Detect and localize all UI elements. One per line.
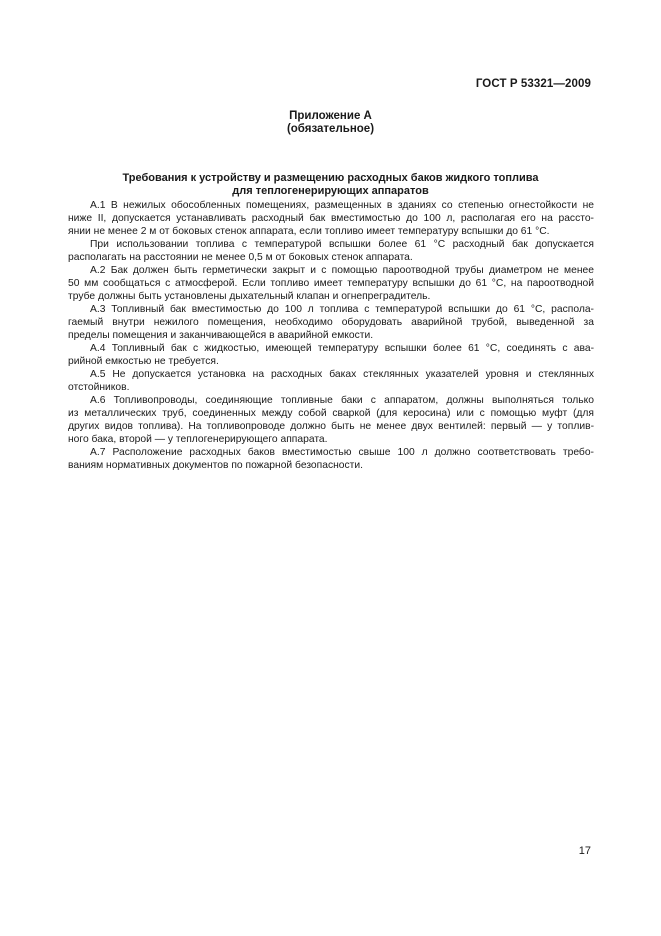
page-number: 17 [578, 845, 591, 857]
appendix-status: (обязательное) [286, 123, 375, 135]
paragraph-line: А.5 Не допускается установка на расходных баках стеклянных указателей уровня и стеклянных [90, 369, 594, 380]
paragraph-line: других видов топлива). На топливопроводе должно быть не менее двух вентилей: первый — у топлив- [68, 421, 594, 432]
paragraph [68, 238, 594, 264]
paragraph-line: А.3 Топливный бак вместимостью до 100 л топлива с температурой вспышки до 61 °С, распола- [90, 304, 594, 315]
paragraph-line: янии не менее 2 м от боковых стенок аппарата, если топливо имеет температуру вспышки до 61 °С. [68, 226, 550, 237]
paragraph-line: А.1 В нежилых обособленных помещениях, размещенных в зданиях со степенью огнестойкости не [90, 200, 594, 211]
paragraph [68, 199, 594, 238]
section-title-line: для теплогенерирующих аппаратов [232, 185, 429, 197]
paragraph-line: ваниям нормативных документов по пожарной безопасности. [68, 460, 363, 471]
paragraph-line: А.7 Расположение расходных баков вместимостью свыше 100 л должно соответствовать требо- [90, 447, 594, 458]
section-title-line: Требования к устройству и размещению расходных баков жидкого топлива [122, 172, 539, 184]
paragraph-line: А.4 Топливный бак с жидкостью, имеющей температуру вспышки более 61 °С, соединять с ава- [90, 343, 594, 354]
paragraph-line: пределы помещения и заканчивающейся в аварийной емкости. [68, 330, 374, 341]
paragraph-line: располагать на расстоянии не менее 0,5 м от боковых стенок аппарата. [68, 252, 413, 263]
paragraph-line: 50 мм сообщаться с атмосферой. Если топливо имеет температуру вспышки до 61 °С, на пароотводной [68, 278, 594, 289]
paragraph [68, 303, 594, 342]
paragraph-line: гаемый внутри нежилого помещения, необходимо оборудовать аварийной трубой, выведенной за [68, 317, 594, 328]
section-title [66, 172, 595, 198]
paragraph-line: ного бака, второй — у теплогенерирующего аппарата. [68, 434, 328, 445]
paragraph [68, 368, 594, 394]
paragraph-line: А.6 Топливопроводы, соединяющие топливные баки с аппаратом, должны выполняться только [90, 395, 594, 406]
paragraph [68, 394, 594, 446]
paragraph [68, 264, 594, 303]
paragraph-line: ниже II, допускается устанавливать расходный бак вместимостью до 100 л, располагая его на рассто- [68, 213, 594, 224]
paragraph-line: отстойников. [68, 382, 130, 393]
paragraph-line: трубе должны быть установлены дыхательный клапан и огнепреградитель. [68, 291, 431, 302]
appendix-title: Приложение А [289, 110, 372, 122]
paragraph-line: А.2 Бак должен быть герметически закрыт и с помощью пароотводной трубы диаметром не менее [90, 265, 594, 276]
paragraph [68, 446, 594, 472]
body-text [68, 199, 594, 472]
appendix-heading [0, 110, 661, 136]
paragraph-line: При использовании топлива с температурой вспышки более 61 °С расходный бак допускается [90, 239, 594, 250]
document-code: ГОСТ Р 53321—2009 [475, 78, 591, 90]
paragraph-line: из металлических труб, соединенных между собой сваркой (для керосина) или с помощью муфт (для [68, 408, 594, 419]
paragraph-line: рийной емкостью не требуется. [68, 356, 219, 367]
paragraph [68, 342, 594, 368]
